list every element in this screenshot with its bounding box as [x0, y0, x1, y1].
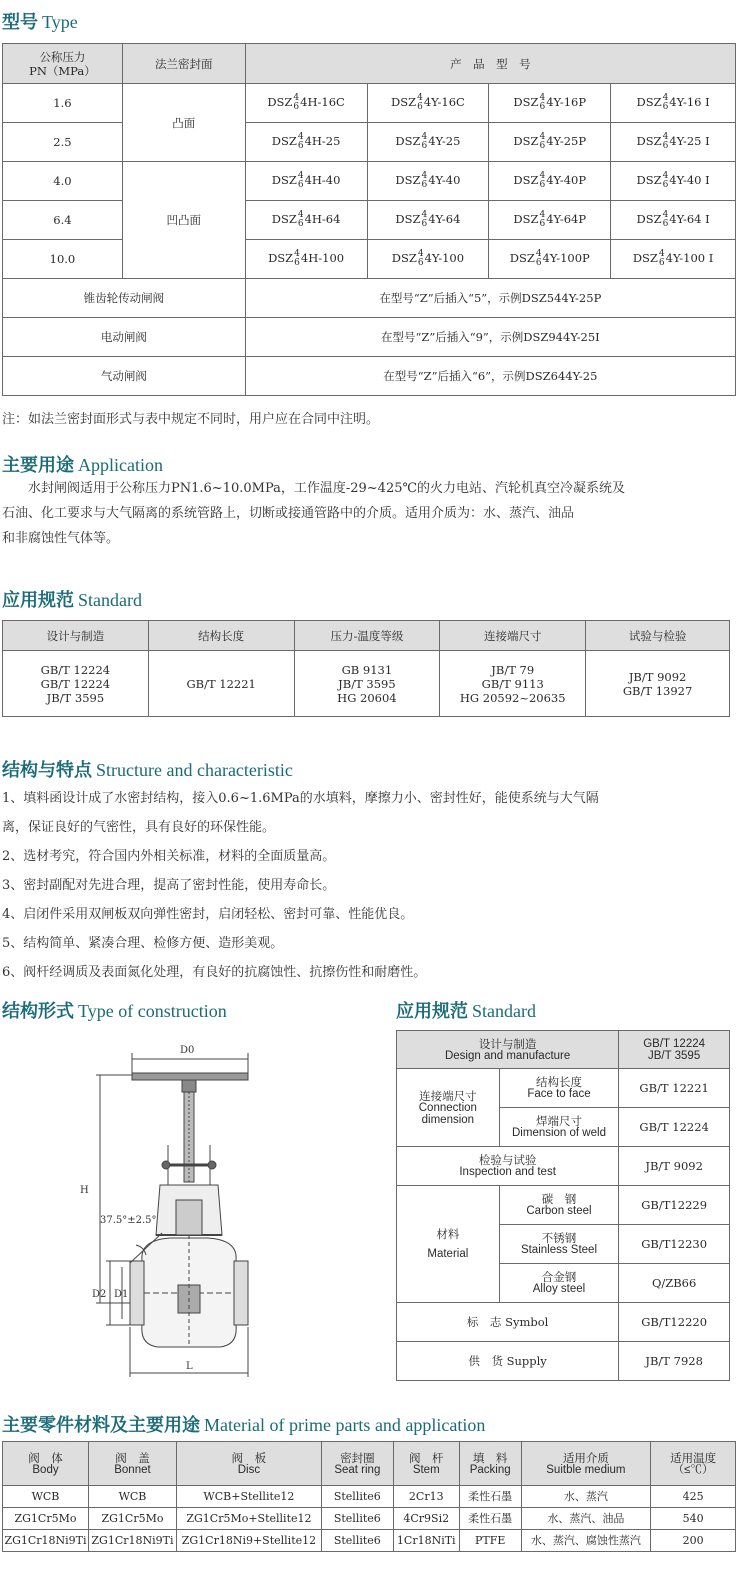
material-row [3, 1486, 736, 1508]
standard2-table [396, 1030, 730, 1381]
s2-weld: 焊端尺寸 Dimension of weld [499, 1108, 619, 1147]
s2-inspection: 检验与试验 Inspection and test [397, 1147, 619, 1186]
model-cell: DSZ 4 6 4Y-100 [367, 240, 489, 279]
s2-stainless: 不锈钢 Stainless Steel [499, 1225, 619, 1264]
model-cell: DSZ 4 6 4Y-16C [367, 84, 489, 123]
s2-design-val: GB/T 12224 JB/T 3595 [619, 1031, 730, 1069]
structure-heading: 结构与特点 Structure and characteristic [2, 760, 293, 781]
material-cell: ZG1Cr18Ni9+Stellite12 [176, 1530, 321, 1552]
pressure-cell: 4.0 [3, 162, 123, 201]
material-cell: 2Cr13 [393, 1486, 459, 1508]
model-cell: DSZ 4 6 4Y-64P [489, 201, 611, 240]
model-cell: DSZ 4 6 4Y-40 [367, 162, 489, 201]
material-row [3, 1530, 736, 1552]
material-cell: 425 [651, 1486, 736, 1508]
material-cell: Stellite6 [321, 1508, 393, 1530]
s2-weld-val: GB/T 12224 [619, 1108, 730, 1147]
material-header: 阀 板 Disc [176, 1442, 321, 1486]
s2-carbon: 碳 钢 Carbon steel [499, 1186, 619, 1225]
s2-supply-val: JB/T 7928 [619, 1342, 730, 1381]
material-header: 适用温度 （≤℃） [651, 1442, 736, 1486]
construction-heading: 结构形式 Type of construction [2, 1001, 227, 1022]
material-header: 阀 杆 Stem [393, 1442, 459, 1486]
std-header: 压力-温度等级 [294, 621, 440, 651]
material-cell: 水、蒸汽、腐蚀性蒸汽 [521, 1530, 651, 1552]
std-header: 设计与制造 [3, 621, 149, 651]
material-header: 密封圈 Seat ring [321, 1442, 393, 1486]
model-cell: DSZ 4 6 4H-16C [245, 84, 367, 123]
s2-carbon-val: GB/T12229 [619, 1186, 730, 1225]
type-row [3, 201, 736, 240]
type-row [3, 123, 736, 162]
material-cell: WCB [88, 1486, 176, 1508]
drive-text: 在型号“Z”后插入“6”，示例DSZ644Y-25 [245, 357, 735, 396]
type-row [3, 240, 736, 279]
model-cell: DSZ 4 6 4H-40 [245, 162, 367, 201]
std-cell: JB/T 9092 GB/T 13927 [586, 651, 730, 717]
drive-label: 锥齿轮传动闸阀 [3, 279, 246, 318]
seal-cell: 凸面 [122, 84, 245, 162]
material-cell: 200 [651, 1530, 736, 1552]
pressure-cell: 6.4 [3, 201, 123, 240]
material-cell: WCB+Stellite12 [176, 1486, 321, 1508]
material-header: 阀 体 Body [3, 1442, 89, 1486]
std-cell: JB/T 79 GB/T 9113 HG 20592~20635 [440, 651, 586, 717]
pressure-header: 公称压力 PN（MPa） [3, 44, 123, 84]
type-note: 注：如法兰密封面形式与表中规定不同时，用户应在合同中注明。 [2, 412, 380, 427]
s2-stainless-val: GB/T12230 [619, 1225, 730, 1264]
model-cell: DSZ 4 6 4Y-40 I [611, 162, 736, 201]
model-cell: DSZ 4 6 4H-100 [245, 240, 367, 279]
material-cell: ZG1Cr5Mo [3, 1508, 89, 1530]
material-cell: ZG1Cr18Ni9Ti [3, 1530, 89, 1552]
materials-heading: 主要零件材料及主要用途 Material of prime parts and application [2, 1415, 486, 1436]
label-d1: D1 [114, 1289, 129, 1300]
application-heading: 主要用途 Application [2, 455, 163, 476]
label-l: L [186, 1361, 193, 1372]
material-cell: 540 [651, 1508, 736, 1530]
drive-label: 电动闸阀 [3, 318, 246, 357]
model-cell: DSZ 4 6 4Y-25 [367, 123, 489, 162]
std-header: 结构长度 [148, 621, 294, 651]
seal-header: 法兰密封面 [122, 44, 245, 84]
model-cell: DSZ 4 6 4Y-100P [489, 240, 611, 279]
model-cell: DSZ 4 6 4H-25 [245, 123, 367, 162]
materials-table [2, 1441, 736, 1552]
type-table [2, 43, 736, 396]
label-angle: 37.5°±2.5° [100, 1215, 157, 1226]
material-cell: ZG1Cr5Mo+Stellite12 [176, 1508, 321, 1530]
material-cell: 1Cr18NiTi [393, 1530, 459, 1552]
s2-material: 材料 Material [397, 1186, 500, 1303]
model-cell: DSZ 4 6 4H-64 [245, 201, 367, 240]
standard-table [2, 620, 730, 717]
model-cell: DSZ 4 6 4Y-16 I [611, 84, 736, 123]
seal-cell: 凹凸面 [122, 162, 245, 279]
material-row [3, 1508, 736, 1530]
std-header: 试验与检验 [586, 621, 730, 651]
material-header: 适用介质 Suitble medium [521, 1442, 651, 1486]
model-cell: DSZ 4 6 4Y-16P [489, 84, 611, 123]
standard-heading: 应用规范 Standard [2, 590, 142, 611]
type-row [3, 84, 736, 123]
pressure-cell: 1.6 [3, 84, 123, 123]
std-cell: GB/T 12221 [148, 651, 294, 717]
std-cell: GB/T 12224 GB/T 12224 JB/T 3595 [3, 651, 149, 717]
application-text: 水封闸阀适用于公称压力PN1.6~10.0MPa，工作温度-29~425℃的火力电站、汽轮机真空冷凝系统及 石油、化工要求与大气隔离的系统管路上，切断或接通管路中的介质。适用介质为：水、蒸汽、油品 和非腐蚀性气体等。 [2, 481, 626, 546]
std-header: 连接端尺寸 [440, 621, 586, 651]
material-cell: 4Cr9Si2 [393, 1508, 459, 1530]
model-cell: DSZ 4 6 4Y-64 [367, 201, 489, 240]
model-cell: DSZ 4 6 4Y-64 I [611, 201, 736, 240]
s2-face-val: GB/T 12221 [619, 1069, 730, 1108]
material-cell: 水、蒸汽 [521, 1486, 651, 1508]
label-d0: D0 [180, 1045, 195, 1056]
material-header: 填 料 Packing [459, 1442, 521, 1486]
s2-alloy-val: Q/ZB66 [619, 1264, 730, 1303]
std-cell: GB 9131 JB/T 3595 HG 20604 [294, 651, 440, 717]
s2-design: 设计与制造 Design and manufacture [397, 1031, 619, 1069]
s2-connection: 连接端尺寸 Connection dimension [397, 1069, 500, 1147]
s2-symbol: 标 志 Symbol [397, 1303, 619, 1342]
material-cell: Stellite6 [321, 1530, 393, 1552]
type-heading: 型号 Type [2, 12, 78, 33]
material-cell: 水、蒸汽、油品 [521, 1508, 651, 1530]
type-row [3, 162, 736, 201]
pressure-cell: 2.5 [3, 123, 123, 162]
label-h: H [80, 1185, 89, 1196]
structure-text: 1、填料函设计成了水密封结构，接入0.6~1.6MPa的水填料，摩擦力小、密封性好，能使系统与大气隔 离，保证良好的气密性，具有良好的环保性能。 2、选材考究，符合国内外相关标准，材料的全面质量高。 3、密封副配对先进合理，提高了密封性能，使用寿命长。 4、启闭件采用双闸板双向弹性密封，启闭轻松、密封可靠、性能优良。 5、结构简单、紧凑合理、检修方便、造形美观。 6、阀杆经调质及表面氮化处理，有良好的抗腐蚀性、抗擦伤性和耐磨性。 [2, 791, 599, 980]
drive-label: 气动闸阀 [3, 357, 246, 396]
s2-symbol-val: GB/T12220 [619, 1303, 730, 1342]
s2-alloy: 合金钢 Alloy steel [499, 1264, 619, 1303]
material-cell: 柔性石墨 [459, 1508, 521, 1530]
material-cell: Stellite6 [321, 1486, 393, 1508]
material-cell: ZG1Cr5Mo [88, 1508, 176, 1530]
material-cell: 柔性石墨 [459, 1486, 521, 1508]
s2-supply: 供 货 Supply [397, 1342, 619, 1381]
s2-face: 结构长度 Face to face [499, 1069, 619, 1108]
standard2-heading: 应用规范 Standard [396, 1001, 536, 1022]
material-cell: WCB [3, 1486, 89, 1508]
label-d2: D2 [92, 1289, 107, 1300]
model-cell: DSZ 4 6 4Y-40P [489, 162, 611, 201]
material-cell: ZG1Cr18Ni9Ti [88, 1530, 176, 1552]
pressure-cell: 10.0 [3, 240, 123, 279]
material-cell: PTFE [459, 1530, 521, 1552]
material-header: 阀 盖 Bonnet [88, 1442, 176, 1486]
model-cell: DSZ 4 6 4Y-25 I [611, 123, 736, 162]
model-cell: DSZ 4 6 4Y-25P [489, 123, 611, 162]
model-header: 产 品 型 号 [245, 44, 735, 84]
drive-text: 在型号“Z”后插入“5”，示例DSZ544Y-25P [245, 279, 735, 318]
drive-text: 在型号“Z”后插入“9”，示例DSZ944Y-25I [245, 318, 735, 357]
model-cell: DSZ 4 6 4Y-100 I [611, 240, 736, 279]
s2-insp-val: JB/T 9092 [619, 1147, 730, 1186]
valve-drawing [70, 1035, 280, 1385]
